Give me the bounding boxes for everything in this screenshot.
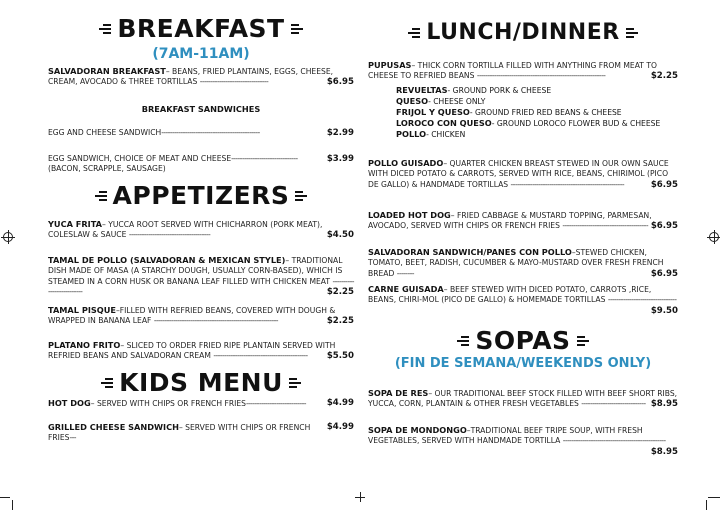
kids-menu-heading	[48, 368, 354, 397]
item-description: – THICK CORN TORTILLA FILLED WITH ANYTHING FROM MEAT TO CHEESE TO REFRIED BEANS	[368, 61, 657, 81]
item-price: $2.99	[326, 128, 354, 138]
menu-item	[48, 255, 354, 298]
item-price: $8.95	[650, 446, 678, 457]
filling-name: FRIJOL Y QUESO	[396, 107, 470, 117]
item-description: – OUR TRADITIONAL BEEF STOCK FILLED WITH BEEF SHORT RIBS, YUCCA, CORN, PLANTAIN & OTHER FRESH VEGETABLES	[368, 389, 678, 409]
dot-leader: ----------------------------------------------	[161, 128, 260, 137]
heading-ornament-right	[577, 336, 589, 346]
breakfast-heading	[48, 14, 354, 43]
item-options: (BACON, SCRAPPLE, SAUSAGE)	[48, 164, 166, 174]
filling-name: LOROCO CON QUESO	[396, 118, 492, 128]
item-price: $2.25	[326, 316, 354, 327]
crop-mark	[706, 500, 707, 510]
pupusa-filling	[396, 96, 678, 107]
item-name: TAMAL PISQUE	[48, 305, 116, 315]
item-description: – SERVED WITH CHIPS OR FRENCH FRIES	[90, 399, 246, 408]
item-description: –TRADITIONAL BEEF TRIPE SOUP, WITH FRESH VEGETABLES, SERVED WITH HANDMADE TORTILLA	[368, 426, 643, 446]
dot-leader: -----------------------------------------------------	[510, 179, 624, 189]
breakfast-sandwiches-heading: BREAKFAST SANDWICHES	[141, 104, 261, 114]
menu-item	[368, 388, 678, 410]
item-name: PLATANO FRITO	[48, 340, 121, 350]
heading-ornament-left	[408, 28, 420, 38]
dot-leader: --------------------------	[48, 276, 354, 297]
registration-mark-icon	[709, 232, 719, 242]
dot-leader: --------------------------------------------	[213, 351, 308, 361]
dot-leader: ------------------------------	[581, 399, 646, 409]
menu-item	[48, 422, 354, 444]
crop-mark	[360, 492, 361, 502]
item-name: POLLO GUISADO	[368, 158, 444, 168]
lunch-dinner-heading	[368, 20, 678, 45]
dot-leader: --------------------------------------	[128, 230, 211, 240]
pupusa-filling	[396, 85, 678, 96]
item-name: YUCA FRITA	[48, 219, 103, 229]
registration-mark-icon	[3, 232, 13, 242]
item-description: –STEWED CHICKEN, TOMATO, BEET, RADISH, CUCUMBER & MAYO-MUSTARD OVER FRESH FRENCH BREAD	[368, 248, 664, 278]
dot-leader: --------------------------------	[199, 77, 269, 87]
menu-item	[368, 284, 678, 316]
filling-description: - GROUND FRIED RED BEANS & CHEESE	[469, 108, 622, 117]
filling-name: REVUELTAS	[396, 85, 448, 95]
dot-leader: ------------------------------------------------	[562, 436, 666, 446]
menu-item	[368, 210, 678, 232]
dot-leader: ----------------------------	[245, 399, 306, 408]
appetizers-title: APPETIZERS	[112, 181, 290, 210]
item-description: –FILLED WITH REFRIED BEANS, COVERED WITH DOUGH & WRAPPED IN BANANA LEAF	[48, 306, 336, 326]
heading-ornament-right	[626, 28, 638, 38]
dot-leader: ----------------------------------------	[562, 221, 648, 231]
dot-leader: --------------------------------	[607, 295, 677, 305]
heading-ornament-left	[95, 191, 107, 201]
item-description: – SERVED WITH CHIPS OR FRENCH FRIES	[48, 423, 311, 443]
pupusa-filling	[396, 118, 678, 129]
menu-item	[368, 247, 678, 279]
filling-name: POLLO	[396, 129, 427, 139]
filling-description: - CHICKEN	[426, 130, 466, 139]
menu-item	[368, 158, 678, 190]
item-price: $4.99	[326, 422, 354, 432]
item-name: SOPA DE RES	[368, 388, 429, 398]
item-price: $9.50	[650, 305, 678, 316]
filling-name: QUESO	[396, 96, 429, 106]
item-price: $5.50	[326, 351, 354, 362]
item-price: $6.95	[650, 179, 678, 190]
menu-item	[48, 128, 354, 138]
menu-item	[48, 398, 354, 409]
item-description: EGG AND CHEESE SANDWICH	[48, 128, 162, 137]
pupusa-filling	[396, 129, 678, 140]
dot-leader: --------	[396, 268, 414, 278]
item-description: – FRIED CABBAGE & MUSTARD TOPPING, PARMESAN, AVOCADO, SERVED WITH CHIPS OR FRENCH FRIES	[368, 211, 652, 231]
crop-mark	[12, 500, 13, 510]
item-price: $6.95	[650, 268, 678, 279]
heading-ornament-right	[295, 191, 307, 201]
heading-ornament-right	[289, 378, 301, 388]
item-price: $4.50	[326, 230, 354, 241]
item-description: – YUCCA ROOT SERVED WITH CHICHARRON (PORK MEAT), COLESLAW & SAUCE	[48, 220, 323, 240]
dot-leader: ----------------------------------------------------------	[153, 316, 278, 326]
dot-leader: ---	[69, 433, 76, 443]
item-description: – BEEF STEWED WITH DICED POTATO, CARROTS ,RICE, BEANS, CHIRI-MOL (PICO DE GALLO) & HOMEMADE TORTILLAS	[368, 285, 652, 305]
item-price: $2.25	[650, 71, 678, 82]
menu-item	[368, 425, 678, 457]
dot-leader: -------------------------------	[231, 154, 298, 163]
item-price: $6.95	[326, 77, 354, 88]
menu-item	[48, 154, 354, 175]
filling-description: - GROUND LOROCO FLOWER BUD & CHEESE	[491, 119, 661, 128]
sopas-title: SOPAS	[475, 326, 571, 355]
item-description: – SLICED TO ORDER FRIED RIPE PLANTAIN SERVED WITH REFRIED BEANS AND SALVADORAN CREAM	[48, 341, 336, 361]
item-name: SALVADORAN SANDWICH/PANES CON POLLO	[368, 247, 572, 257]
item-price: $4.99	[326, 398, 354, 408]
item-name: SALVADORAN BREAKFAST	[48, 66, 166, 76]
lunch-dinner-title: LUNCH/DINNER	[426, 20, 620, 45]
menu-item	[48, 219, 354, 241]
crop-mark	[0, 497, 10, 498]
item-price: $2.25	[326, 287, 354, 298]
item-price: $8.95	[650, 399, 678, 410]
item-description: EGG SANDWICH, CHOICE OF MEAT AND CHEESE	[48, 154, 232, 163]
breakfast-hours: (7AM-11AM)	[152, 46, 250, 62]
menu-item	[48, 66, 354, 88]
menu-item	[48, 340, 354, 362]
item-name: TAMAL DE POLLO (SALVADORAN & MEXICAN STYLE)	[48, 255, 286, 265]
heading-ornament-left	[101, 378, 113, 388]
item-name: GRILLED CHEESE SANDWICH	[48, 422, 179, 432]
heading-ornament-left	[457, 336, 469, 346]
appetizers-heading	[48, 181, 354, 210]
crop-mark	[708, 497, 720, 498]
item-description: – TRADITIONAL DISH MADE OF MASA (A STARCHY DOUGH, USUALLY CORN-BASED), WHICH IS STEAMED IN A CORN HUSK OR BANANA LEAF FILLED WITH CHICKEN MEAT	[48, 256, 343, 286]
item-name: HOT DOG	[48, 398, 91, 408]
dot-leader: ------------------------------------------------------------	[476, 71, 606, 81]
menu-item	[368, 60, 678, 82]
pupusa-filling	[396, 107, 678, 118]
item-price: $3.99	[326, 154, 354, 164]
filling-description: - CHEESE ONLY	[428, 97, 486, 106]
item-name: LOADED HOT DOG	[368, 210, 451, 220]
heading-ornament-right	[291, 24, 303, 34]
item-price: $6.95	[650, 221, 678, 232]
sopas-heading	[368, 326, 678, 355]
item-description: – BEANS, FRIED PLANTAINS, EGGS, CHEESE, CREAM, AVOCADO & THREE TORTILLAS	[48, 67, 334, 87]
menu-item	[48, 305, 354, 327]
item-name: CARNE GUISADA	[368, 284, 444, 294]
kids-menu-title: KIDS MENU	[119, 368, 283, 397]
item-name: PUPUSAS	[368, 60, 412, 70]
breakfast-title: BREAKFAST	[117, 14, 285, 43]
filling-description: - GROUND PORK & CHEESE	[447, 86, 552, 95]
sopas-weekend-note: (FIN DE SEMANA/WEEKENDS ONLY)	[394, 356, 652, 371]
item-description: – QUARTER CHICKEN BREAST STEWED IN OUR OWN SAUCE WITH DICED POTATO & CARROTS, SERVED WITH RICE, BEANS, CHIRIMOL (PICO DE GALLO) & HANDMADE TORTILLAS	[368, 159, 669, 189]
heading-ornament-left	[99, 24, 111, 34]
item-name: SOPA DE MONDONGO	[368, 425, 467, 435]
